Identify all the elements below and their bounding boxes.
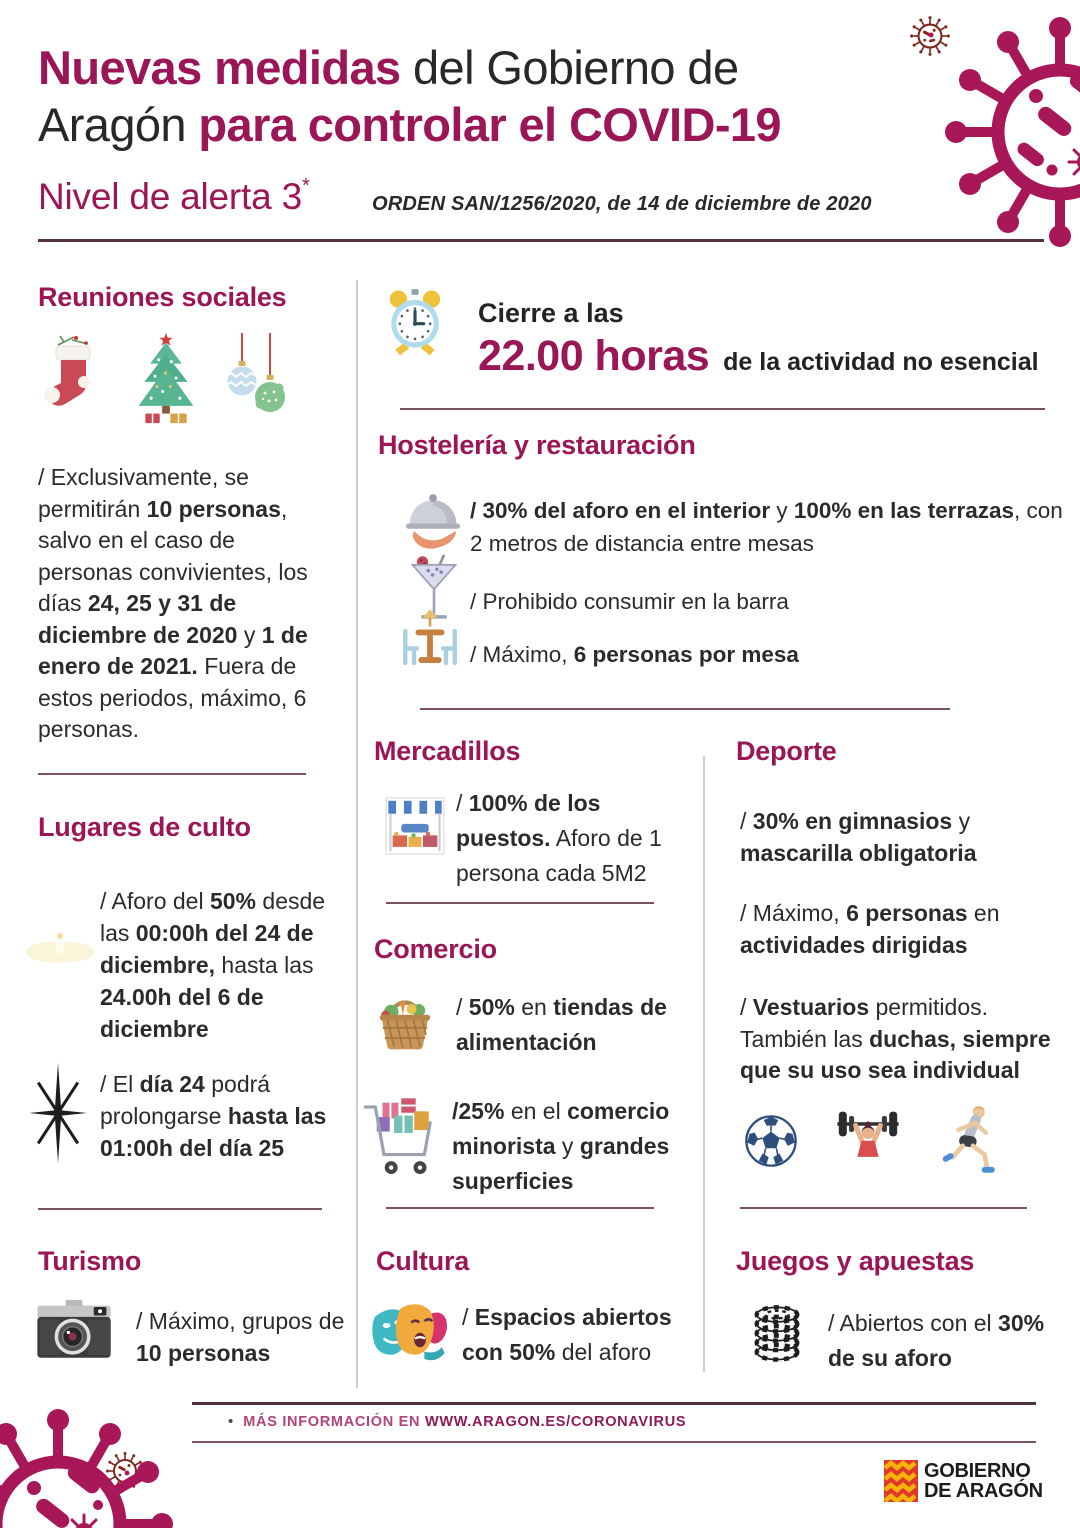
weightlifter-icon: [830, 1105, 906, 1183]
section-heading-lugares: Lugares de culto: [38, 812, 251, 842]
footer-info-label: MÁS INFORMACIÓN EN: [243, 1414, 425, 1430]
divider-lugares-turismo: [38, 1208, 322, 1210]
comercio-rule-alimentacion: / 50% en tiendas de alimentación: [456, 994, 667, 1055]
aragon-flag-icon: [884, 1460, 918, 1507]
runner-icon: [938, 1102, 1002, 1183]
cierre-time: 22.00 horas: [478, 332, 710, 380]
order-reference: ORDEN SAN/1256/2020, de 14 de diciembre de 2020: [372, 193, 872, 215]
alert-level: Nivel de alerta 3*: [38, 175, 310, 217]
reuniones-body: / Exclusivamente, se permitirán 10 personas, salvo en el caso de personas convivientes, los días 24, 25 y 31 de diciembre de 2020 y 1 de enero de 2021. Fuera de estos periodos, máximo, 6 personas.: [38, 464, 308, 742]
divider-hosteleria: [420, 708, 950, 710]
camera-icon: [34, 1300, 114, 1367]
terrace-table-icon: [398, 608, 462, 675]
section-heading-comercio: Comercio: [374, 934, 497, 964]
juegos-rule: / Abiertos con el 30% de su aforo: [828, 1310, 1045, 1371]
section-heading-mercadillos: Mercadillos: [374, 736, 521, 766]
section-heading-reuniones: Reuniones sociales: [38, 282, 287, 312]
cierre-line: [478, 332, 1039, 381]
mercadillos-rule: / 100% de los puestos. Aforo de 1 persona cada 5M2: [456, 790, 662, 886]
cultura-rule: / Espacios abiertos con 50% del aforo: [462, 1304, 672, 1365]
turismo-rule: / Máximo, grupos de 10 personas: [136, 1308, 345, 1366]
gobierno-logo-line1: GOBIERNO: [924, 1460, 1031, 1482]
deporte-rule-personas: / Máximo, 6 personas en actividades dirigidas: [740, 900, 1000, 958]
divider-left-column: [356, 280, 358, 1388]
comercio-rule-minorista: /25% en el comercio minorista y grandes superficies: [452, 1098, 670, 1194]
poker-chips-icon: [748, 1300, 806, 1369]
cierre-tail: de la actividad no esencial: [723, 348, 1039, 376]
grocery-basket-icon: [374, 990, 436, 1059]
hosteleria-rule-aforo: / 30% del aforo en el interior y 100% en las terrazas, con 2 metros de distancia entre mesas: [470, 498, 1063, 556]
lugares-rule-aforo: / Aforo del 50% desde las 00:00h del 24 de diciembre, hasta las 24.00h del 6 de diciembre: [100, 888, 326, 1042]
star-icon: [26, 1060, 90, 1171]
footer-divider-top: [192, 1402, 1036, 1405]
divider-middle-column: [703, 756, 705, 1372]
section-heading-turismo: Turismo: [38, 1246, 142, 1276]
alarm-clock-icon: [384, 286, 446, 365]
footer-info-url[interactable]: WWW.ARAGON.ES/CORONAVIRUS: [424, 1414, 687, 1430]
page-title-line1: Nuevas medidas del Gobierno de: [38, 41, 739, 94]
divider-cierre: [400, 408, 1045, 410]
section-heading-cultura: Cultura: [376, 1246, 470, 1276]
soccer-ball-icon: [742, 1112, 800, 1175]
footer-divider-bottom: [192, 1441, 1036, 1443]
christmas-tree-icon: [130, 330, 202, 433]
divider-reuniones-lugares: [38, 773, 306, 775]
section-heading-deporte: Deporte: [736, 736, 837, 766]
alert-asterisk: *: [301, 175, 310, 197]
market-stall-icon: [384, 795, 446, 862]
section-heading-hosteleria: Hostelería y restauración: [378, 430, 696, 460]
page-title-line2: Aragón para controlar el COVID-19: [38, 98, 781, 151]
divider-deporte-juegos: [740, 1207, 1027, 1209]
hosteleria-rule-barra: / Prohibido consumir en la barra: [470, 589, 789, 614]
footer-bullet: •: [228, 1413, 234, 1430]
divider-mercadillos-comercio: [386, 902, 654, 904]
candle-icon: [22, 918, 98, 977]
christmas-stocking-icon: [42, 333, 104, 432]
footer-info: [228, 1413, 686, 1431]
cierre-intro: Cierre a las: [478, 298, 624, 328]
serving-cloche-icon: [402, 492, 464, 557]
theater-masks-icon: [372, 1296, 452, 1373]
deporte-rule-gimnasios: / 30% en gimnasios y mascarilla obligatoria: [740, 808, 977, 866]
christmas-baubles-icon: [224, 333, 288, 432]
shopping-cart-icon: [362, 1094, 442, 1187]
virus-large-footer-icon: [0, 1402, 198, 1528]
deporte-rule-vestuarios: / Vestuarios permitidos. También las duchas, siempre que su uso sea individual: [740, 994, 1051, 1083]
lugares-rule-dia24: / El día 24 podrá prolongarse hasta las 01:00h del día 25: [100, 1071, 327, 1161]
divider-comercio-cultura: [386, 1207, 654, 1209]
header-divider: [38, 239, 1044, 242]
section-heading-juegos: Juegos y apuestas: [736, 1246, 975, 1276]
hosteleria-rule-mesa: / Máximo, 6 personas por mesa: [470, 642, 799, 667]
virus-large-icon: [940, 10, 1080, 275]
gobierno-logo-line2: DE ARAGÓN: [924, 1480, 1043, 1502]
